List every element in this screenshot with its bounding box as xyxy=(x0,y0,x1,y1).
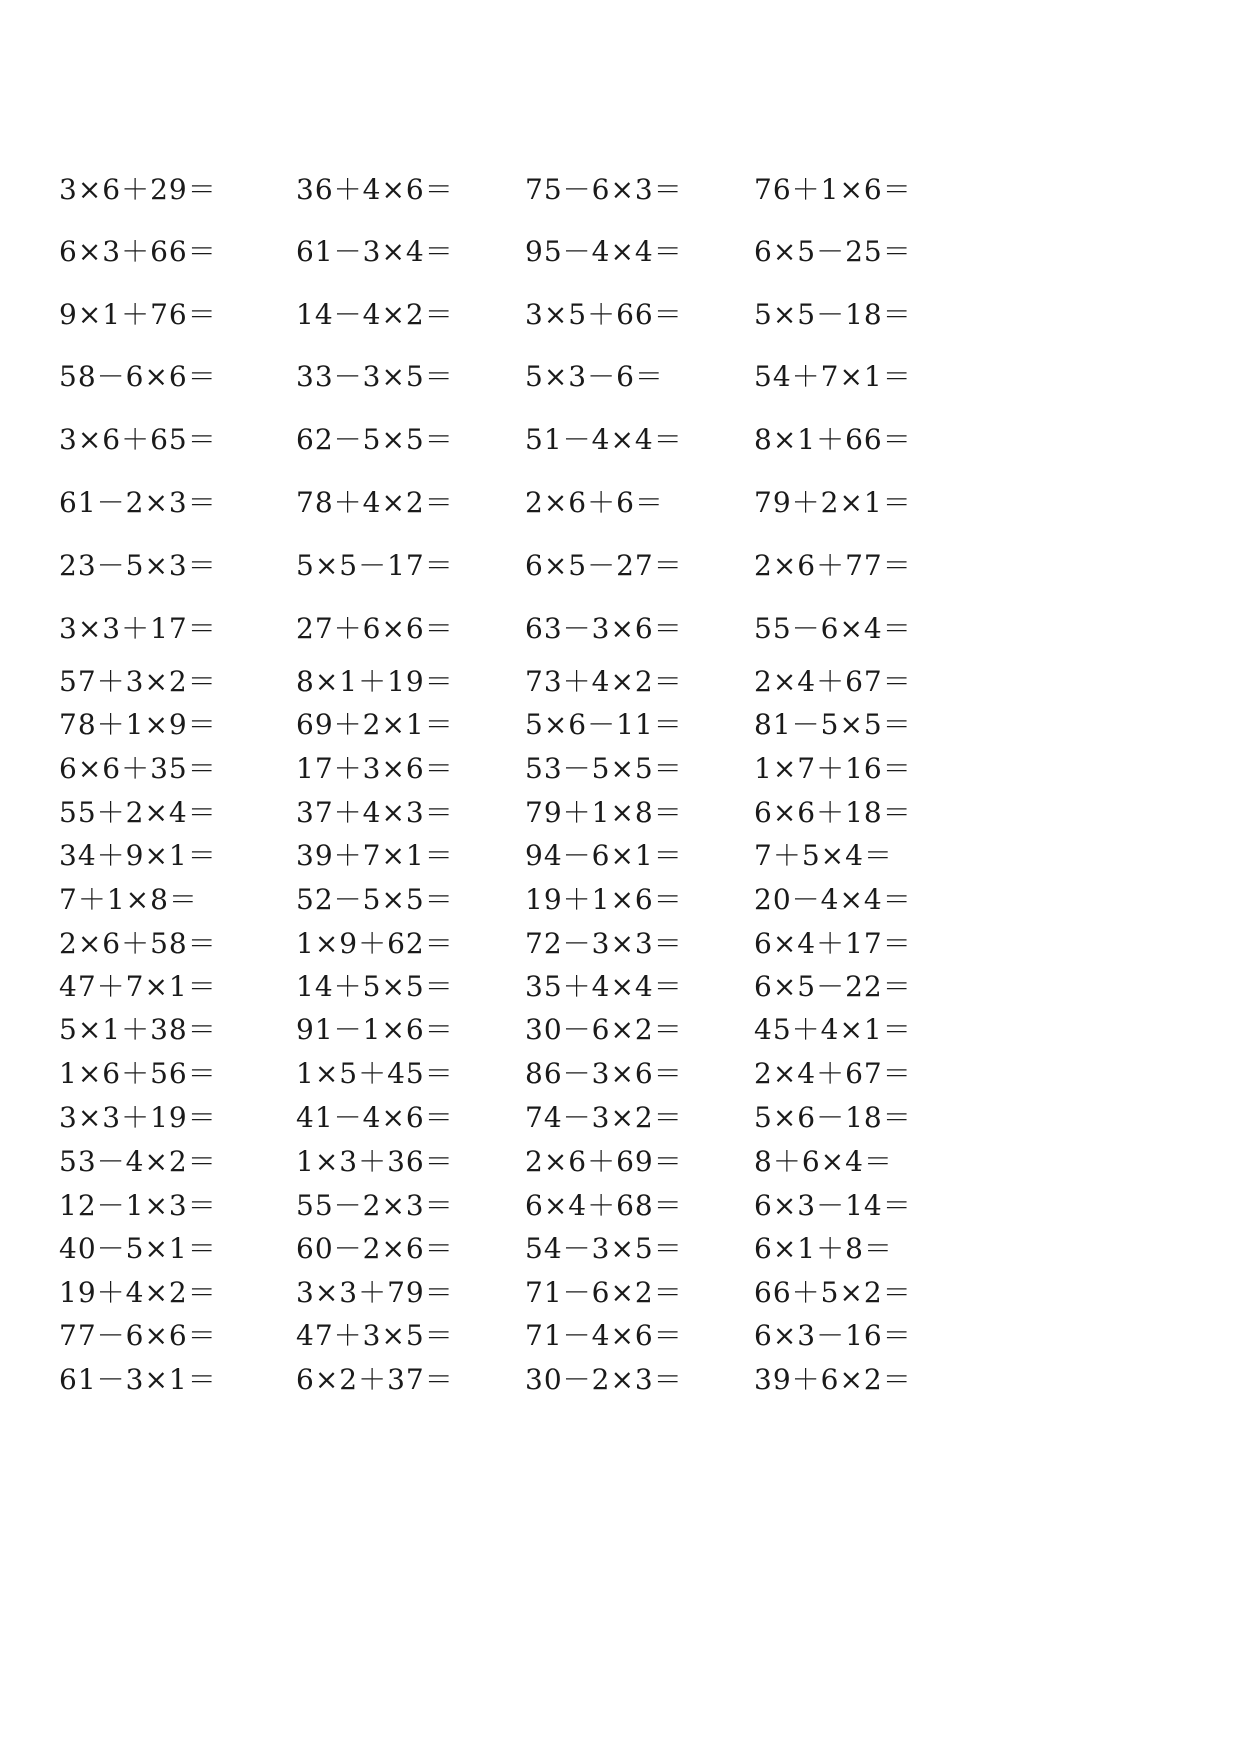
math-problem: 3×6＋29＝ xyxy=(59,173,217,206)
math-problem: 54－3×5＝ xyxy=(525,1232,683,1265)
math-problem: 5×6－18＝ xyxy=(754,1101,912,1134)
math-problem: 81－5×5＝ xyxy=(754,708,912,741)
math-problem: 51－4×4＝ xyxy=(525,423,683,456)
problem-row xyxy=(0,1054,1241,1094)
math-problem: 6×5－22＝ xyxy=(754,970,912,1003)
math-problem: 14＋5×5＝ xyxy=(296,970,454,1003)
problem-row xyxy=(0,483,1241,523)
math-problem: 66＋5×2＝ xyxy=(754,1276,912,1309)
math-problem: 94－6×1＝ xyxy=(525,839,683,872)
math-problem: 6×4＋68＝ xyxy=(525,1189,683,1222)
math-problem: 73＋4×2＝ xyxy=(525,665,683,698)
math-problem: 1×9＋62＝ xyxy=(296,927,454,960)
problem-row xyxy=(0,1098,1241,1138)
math-problem: 2×4＋67＝ xyxy=(754,1057,912,1090)
math-problem: 6×5－25＝ xyxy=(754,235,912,268)
math-problem: 9×1＋76＝ xyxy=(59,298,217,331)
math-problem: 69＋2×1＝ xyxy=(296,708,454,741)
math-problem: 36＋4×6＝ xyxy=(296,173,454,206)
math-problem: 57＋3×2＝ xyxy=(59,665,217,698)
math-problem: 2×4＋67＝ xyxy=(754,665,912,698)
math-problem: 79＋1×8＝ xyxy=(525,796,683,829)
problem-row xyxy=(0,705,1241,745)
math-problem: 55＋2×4＝ xyxy=(59,796,217,829)
math-problem: 3×6＋65＝ xyxy=(59,423,217,456)
problem-row xyxy=(0,546,1241,586)
math-problem: 1×3＋36＝ xyxy=(296,1145,454,1178)
math-problem: 52－5×5＝ xyxy=(296,883,454,916)
math-problem: 6×4＋17＝ xyxy=(754,927,912,960)
math-problem: 71－4×6＝ xyxy=(525,1319,683,1352)
math-problem: 78＋4×2＝ xyxy=(296,486,454,519)
math-problem: 6×5－27＝ xyxy=(525,549,683,582)
math-problem: 47＋3×5＝ xyxy=(296,1319,454,1352)
problem-row xyxy=(0,170,1241,210)
math-problem: 1×5＋45＝ xyxy=(296,1057,454,1090)
problem-row xyxy=(0,420,1241,460)
math-problem: 47＋7×1＝ xyxy=(59,970,217,1003)
math-problem: 6×6＋35＝ xyxy=(59,752,217,785)
problem-row xyxy=(0,1360,1241,1400)
problem-row xyxy=(0,1142,1241,1182)
math-problem: 53－5×5＝ xyxy=(525,752,683,785)
math-problem: 55－2×3＝ xyxy=(296,1189,454,1222)
math-problem: 61－3×1＝ xyxy=(59,1363,217,1396)
math-problem: 54＋7×1＝ xyxy=(754,360,912,393)
math-problem: 5×6－11＝ xyxy=(525,708,683,741)
math-problem: 55－6×4＝ xyxy=(754,612,912,645)
math-problem: 30－6×2＝ xyxy=(525,1013,683,1046)
math-problem: 58－6×6＝ xyxy=(59,360,217,393)
math-problem: 2×6＋6＝ xyxy=(525,486,664,519)
math-problem: 6×3－14＝ xyxy=(754,1189,912,1222)
problem-row xyxy=(0,749,1241,789)
math-problem: 39＋6×2＝ xyxy=(754,1363,912,1396)
math-problem: 12－1×3＝ xyxy=(59,1189,217,1222)
problem-row xyxy=(0,836,1241,876)
problem-row xyxy=(0,232,1241,272)
math-problem: 2×6＋58＝ xyxy=(59,927,217,960)
problem-row xyxy=(0,924,1241,964)
math-problem: 5×5－17＝ xyxy=(296,549,454,582)
problem-row xyxy=(0,357,1241,397)
math-problem: 6×1＋8＝ xyxy=(754,1232,893,1265)
math-problem: 6×2＋37＝ xyxy=(296,1363,454,1396)
math-problem: 2×6＋69＝ xyxy=(525,1145,683,1178)
math-problem: 79＋2×1＝ xyxy=(754,486,912,519)
math-problem: 53－4×2＝ xyxy=(59,1145,217,1178)
math-problem: 19＋1×6＝ xyxy=(525,883,683,916)
math-problem: 76＋1×6＝ xyxy=(754,173,912,206)
math-problem: 72－3×3＝ xyxy=(525,927,683,960)
math-problem: 40－5×1＝ xyxy=(59,1232,217,1265)
problem-row xyxy=(0,1273,1241,1313)
problem-row xyxy=(0,1316,1241,1356)
math-problem: 33－3×5＝ xyxy=(296,360,454,393)
math-problem: 27＋6×6＝ xyxy=(296,612,454,645)
math-problem: 61－3×4＝ xyxy=(296,235,454,268)
math-problem: 20－4×4＝ xyxy=(754,883,912,916)
math-problem: 17＋3×6＝ xyxy=(296,752,454,785)
math-problem: 8×1＋19＝ xyxy=(296,665,454,698)
math-problem: 6×6＋18＝ xyxy=(754,796,912,829)
math-problem: 34＋9×1＝ xyxy=(59,839,217,872)
math-problem: 8×1＋66＝ xyxy=(754,423,912,456)
problem-row xyxy=(0,609,1241,649)
math-problem: 3×3＋17＝ xyxy=(59,612,217,645)
math-problem: 7＋1×8＝ xyxy=(59,883,198,916)
math-problem: 41－4×6＝ xyxy=(296,1101,454,1134)
math-problem: 5×5－18＝ xyxy=(754,298,912,331)
problem-row xyxy=(0,1186,1241,1226)
math-problem: 61－2×3＝ xyxy=(59,486,217,519)
math-problem: 5×3－6＝ xyxy=(525,360,664,393)
problem-row xyxy=(0,880,1241,920)
math-problem: 45＋4×1＝ xyxy=(754,1013,912,1046)
problem-row xyxy=(0,1010,1241,1050)
math-problem: 2×6＋77＝ xyxy=(754,549,912,582)
math-problem: 1×7＋16＝ xyxy=(754,752,912,785)
math-problem: 95－4×4＝ xyxy=(525,235,683,268)
math-problem: 5×1＋38＝ xyxy=(59,1013,217,1046)
problem-row xyxy=(0,967,1241,1007)
math-problem: 77－6×6＝ xyxy=(59,1319,217,1352)
math-problem: 14－4×2＝ xyxy=(296,298,454,331)
math-problem: 23－5×3＝ xyxy=(59,549,217,582)
math-problem: 30－2×3＝ xyxy=(525,1363,683,1396)
math-problem: 35＋4×4＝ xyxy=(525,970,683,1003)
math-problem: 71－6×2＝ xyxy=(525,1276,683,1309)
math-problem: 8＋6×4＝ xyxy=(754,1145,893,1178)
problem-row xyxy=(0,1229,1241,1269)
math-problem: 3×3＋79＝ xyxy=(296,1276,454,1309)
problem-row xyxy=(0,662,1241,702)
math-problem: 37＋4×3＝ xyxy=(296,796,454,829)
math-problem: 63－3×6＝ xyxy=(525,612,683,645)
math-problem: 3×3＋19＝ xyxy=(59,1101,217,1134)
math-problem: 3×5＋66＝ xyxy=(525,298,683,331)
problem-row xyxy=(0,295,1241,335)
math-problem: 1×6＋56＝ xyxy=(59,1057,217,1090)
math-problem: 86－3×6＝ xyxy=(525,1057,683,1090)
math-problem: 19＋4×2＝ xyxy=(59,1276,217,1309)
math-problem: 74－3×2＝ xyxy=(525,1101,683,1134)
math-problem: 60－2×6＝ xyxy=(296,1232,454,1265)
math-problem: 6×3＋66＝ xyxy=(59,235,217,268)
math-problem: 91－1×6＝ xyxy=(296,1013,454,1046)
math-problem: 39＋7×1＝ xyxy=(296,839,454,872)
problem-row xyxy=(0,793,1241,833)
math-problem: 7＋5×4＝ xyxy=(754,839,893,872)
math-problem: 78＋1×9＝ xyxy=(59,708,217,741)
math-problem: 75－6×3＝ xyxy=(525,173,683,206)
math-problem: 6×3－16＝ xyxy=(754,1319,912,1352)
math-problem: 62－5×5＝ xyxy=(296,423,454,456)
